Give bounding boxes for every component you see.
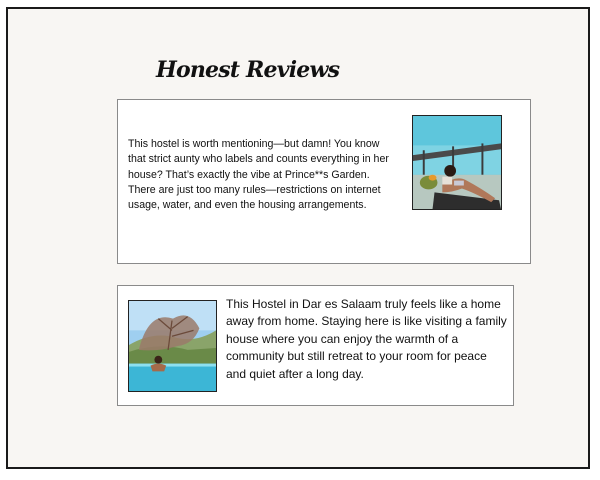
review-text: This Hostel in Dar es Salaam truly feels like a home away from home. Staying here is like visiting a family house where you can enjoy the warmth of a community but still retreat to your room for peace and quiet after a long day. <box>226 297 507 381</box>
infinity-pool-photo <box>128 300 217 392</box>
review-slide <box>6 7 590 469</box>
review-card <box>117 285 514 406</box>
page-title: Honest Reviews <box>156 57 340 83</box>
review-text: This hostel is worth mentioning—but damn! You know that strict aunty who labels and counts everything in her house? That’s exactly the vibe at Prince**s Garden. There are just too many rules—restrictions on internet usage, water, and even the housing arrangements. <box>128 138 389 212</box>
woman-sunbathing-photo <box>412 115 502 210</box>
review-card <box>117 99 531 264</box>
